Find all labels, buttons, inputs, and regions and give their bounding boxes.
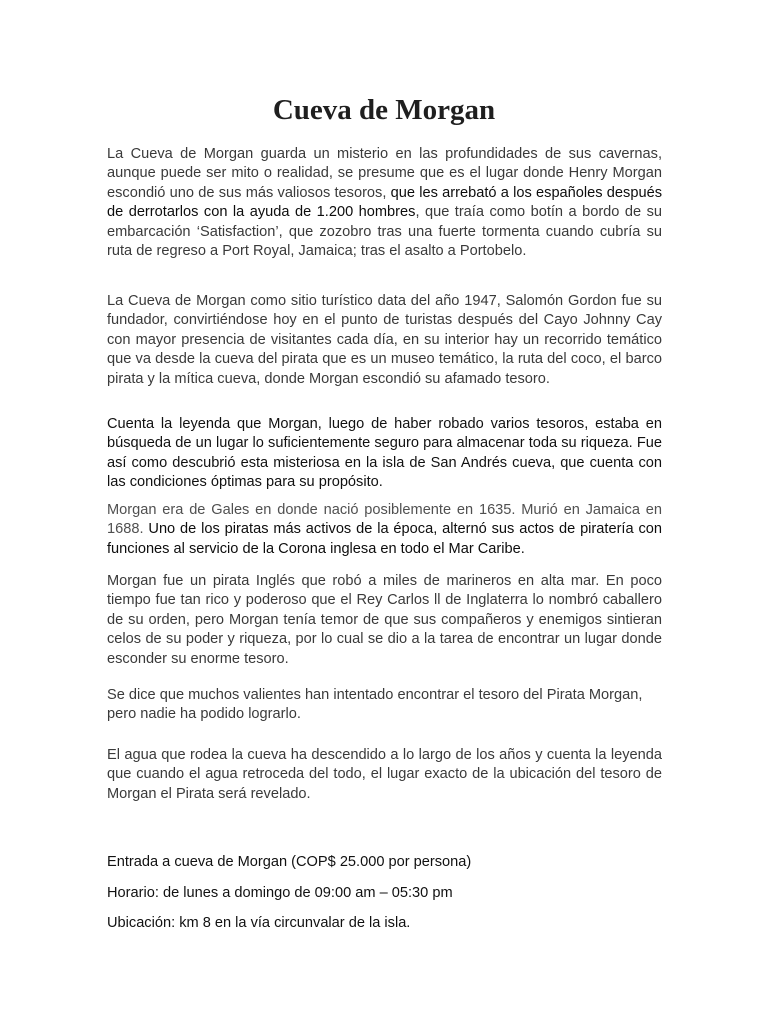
paragraph-tourism: La Cueva de Morgan como sitio turístico data del año 1947, Salomón Gordon fue su fundador, convirtiéndose hoy en el punto de turistas después del Cayo Johnny Cay con mayor presencia de visitantes cada día, en su interior hay un recorrido temático que va desde la cueva del pirata que es un museo temático, la ruta del coco, el barco pirata y la mítica cueva, donde Morgan escondió su afamado tesoro. [107,293,662,387]
info-location: Ubicación: km 8 en la vía circunvalar de la isla. [107,915,411,931]
paragraph-history-text-2: , que traía como botín a bordo de su embarcación ‘Satisfaction’, que zozobro tras una fuerte tormenta cuando cubría su ruta de regreso a Port Royal, Jamaica; tras el asalto a Portobelo. [107,204,662,260]
paragraph-biography [107,501,662,559]
paragraph-history-text-1: La Cueva de Morgan guarda un misterio en las profundidades de sus cavernas, aunque puede ser mito o realidad, se presume que es el lugar donde Henry Morgan escondió uno de sus más valiosos tesoros, [107,146,662,201]
info-entrance-fee: Entrada a cueva de Morgan (COP$ 25.000 por persona) [107,854,472,870]
paragraph-water-legend: El agua que rodea la cueva ha descendido a lo largo de los años y cuenta la leyenda que cuando el agua retroceda del todo, el lugar exacto de la ubicación del tesoro de Morgan el Pirata será revelado. [107,747,662,802]
paragraph-pirate: Morgan fue un pirata Inglés que robó a miles de marineros en alta mar. En poco tiempo fue tan rico y poderoso que el Rey Carlos ll de Inglaterra lo nombró caballero de su orden, pero Morgan tenía temor de que sus compañeros y enemigos sintieran celos de su poder y riqueza, por lo cual se dio a la tarea de encontrar un lugar donde esconder su enorme tesoro. [107,573,662,667]
paragraph-history [107,145,662,261]
paragraph-history-highlight: que les arrebató a los españoles después de derrotarlos con la ayuda de 1.200 hombres [107,184,662,221]
page-title: Cueva de Morgan [272,94,496,126]
paragraph-biography-text-2: Uno de los piratas más activos de la época, alternó sus actos de piratería con funciones al servicio de la Corona inglesa en todo el Mar Caribe. [107,521,663,557]
info-opening-hours: Horario: de lunes a domingo de 09:00 am – 05:30 pm [107,885,453,901]
paragraph-legend: Cuenta la leyenda que Morgan, luego de haber robado varios tesoros, estaba en búsqueda de un lugar lo suficientemente seguro para almacenar toda su riqueza. Fue así como descubrió esta misteriosa en la isla de San Andrés cueva, que cuenta con las condiciones óptimas para su propósito. [107,416,662,491]
paragraph-treasure-seekers: Se dice que muchos valientes han intentado encontrar el tesoro del Pirata Morgan, pero nadie ha podido lograrlo. [107,687,643,723]
paragraph-biography-text-1: Morgan era de Gales en donde nació posiblemente en 1635. Murió en Jamaica en 1688. [107,502,662,538]
